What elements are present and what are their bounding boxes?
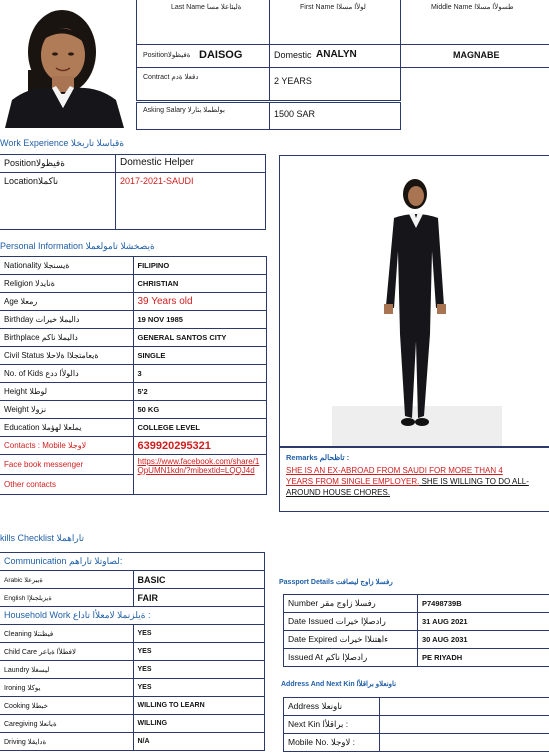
first-name-arabic: لولأا مسلاا (336, 4, 366, 11)
personal-info-row-value: 19 NOV 1985 (133, 311, 266, 329)
skills-heading (0, 533, 84, 544)
personal-info-row-arabic: ةيسنجلا (43, 261, 70, 270)
passport-row-arabic: رادصلإا خيرات (335, 616, 386, 626)
personal-info-row-label: Weight (4, 405, 29, 414)
passport-row-value: PE RIYADH (418, 649, 549, 667)
remarks-text-highlight: SHE IS AN EX-ABROAD FROM SAUDI FOR MORE THAN 4 YEARS FROM SINGLE EMPLOYER. (286, 466, 503, 486)
household-row-arabic: ةيانعلا (39, 720, 57, 728)
personal-info-row-arabic: رمعلا (20, 297, 38, 306)
household-row (0, 697, 264, 715)
household-row-value: WILLING (133, 715, 264, 733)
passport-row (284, 613, 549, 631)
address-row-arabic: براقلأا : (322, 719, 349, 729)
contacts-value[interactable]: 639920295321 (133, 437, 266, 455)
household-row-value: N/A (133, 733, 264, 751)
personal-info-row-value: 39 Years old (133, 293, 266, 311)
household-arabic: ةيلزنملا لامعلأا تاداع (72, 610, 146, 620)
middle-name-label-cell (400, 0, 549, 45)
household-row (0, 643, 264, 661)
address-row (284, 716, 549, 734)
address-row (284, 734, 549, 752)
first-name-label-cell (269, 0, 401, 45)
contacts-row (0, 437, 266, 455)
contract-label: Contract (143, 74, 170, 81)
passport-row-value: P7498739B (418, 595, 549, 613)
household-row-arabic: يوكلا (27, 684, 41, 692)
personal-info-row-arabic: ةيعامتجلاا ةلاحلا (46, 351, 99, 360)
address-row-value (380, 698, 549, 716)
salary-value: 1500 SAR (274, 109, 316, 119)
passport-row-label: Issued At (288, 652, 323, 662)
address-heading (281, 680, 396, 688)
full-body-photo-frame (279, 155, 549, 447)
remarks-text-rest: SHE IS WILLING TO DO ALL-AROUND HOUSE CHORES. (286, 477, 529, 497)
household-row-arabic: لافطلأا ةياعر (39, 648, 76, 656)
address-row-label: Mobile No. (288, 737, 329, 747)
skills-table (0, 552, 265, 751)
contract-value: 2 YEARS (274, 76, 312, 86)
communication-row-arabic: ةيزيلجنلإا (27, 594, 52, 602)
personal-info-row-arabic: داليملا ناكم (41, 333, 78, 342)
personal-info-title: Personal Information (0, 241, 84, 251)
position-value-cell (269, 44, 401, 68)
household-row-label: Cooking (4, 702, 30, 710)
personal-info-row-arabic: داليملا خيرات (35, 315, 80, 324)
passport-row (284, 649, 549, 667)
personal-info-heading (0, 241, 155, 252)
personal-info-row-value: 5'2 (133, 383, 266, 401)
communication-header-row: Communication لصاوتلا تاراهم: (0, 553, 264, 571)
household-row-value: YES (133, 625, 264, 643)
contract-value-cell (269, 67, 401, 101)
personal-info-row-label: Civil Status (4, 351, 45, 360)
personal-info-row (0, 275, 266, 293)
address-table (283, 697, 549, 752)
passport-arabic: رفسلا زاوج ليصافت (335, 579, 393, 586)
address-title: Address And Next Kin (281, 681, 355, 688)
passport-row-value: 30 AUG 2031 (418, 631, 549, 649)
personal-info-row-label: Age (4, 297, 19, 306)
personal-info-row-value: 50 KG (133, 401, 266, 419)
passport-row-label: Number (288, 598, 319, 608)
remarks-label: Remarks (286, 453, 318, 462)
household-row-value: WILLING TO LEARN (133, 697, 264, 715)
household-row-arabic: ليسغلا (31, 666, 50, 674)
work-position-value-cell (115, 154, 266, 173)
other-contacts-label: Other contacts (0, 475, 133, 495)
personal-info-row-label: Nationality (4, 261, 42, 270)
work-position-label: Position (4, 158, 37, 168)
communication-row-arabic: ةيبرعلا (24, 576, 43, 584)
work-location-arabic: ناكملا (38, 176, 59, 186)
remarks-box: Remarks تاظحالم : SHE IS AN EX-ABROAD FROM SAUDI FOR MORE THAN 4 YEARS FROM SINGLE EMPLOYER. SHE IS WILLING TO DO ALL-AROUND HOUSE CHORES. (279, 447, 549, 512)
address-row-label: Address (288, 701, 320, 711)
work-location-label: Location (4, 176, 39, 186)
personal-info-row-label: Height (4, 387, 28, 396)
household-header-row: Household Work ةيلزنملا لامعلأا تاداع : (0, 607, 264, 625)
facebook-row (0, 455, 266, 475)
personal-info-row-value: 3 (133, 365, 266, 383)
household-row-value: YES (133, 679, 264, 697)
household-row (0, 661, 264, 679)
salary-label: Asking Salary (143, 107, 186, 114)
household-row-value: YES (133, 643, 264, 661)
work-position-value: Domestic Helper (120, 157, 194, 168)
work-experience-heading (0, 138, 124, 149)
personal-info-row-label: Education (4, 423, 40, 432)
salary-value-cell (269, 102, 401, 130)
communication-row (0, 589, 264, 607)
full-body-photo (332, 156, 502, 446)
address-arabic: ناونعلاو براقلأا (356, 681, 397, 688)
position-row (136, 44, 270, 68)
household-row-arabic: خبطلا (31, 702, 48, 710)
middle-name-arabic: طسولأا مسلاا (474, 4, 514, 11)
communication-arabic: لصاوتلا تاراهم (69, 556, 120, 566)
passport-row-label: Date Issued (288, 616, 334, 626)
position-label: Position (143, 52, 168, 59)
last-name-label-cell (136, 0, 270, 45)
communication-row-label: Arabic (4, 576, 23, 584)
first-name-value: ANALYN (316, 49, 357, 60)
household-row-label: Caregiving (4, 720, 38, 728)
passport-title: Passport Details (279, 579, 334, 586)
communication-row-value: BASIC (133, 571, 264, 589)
household-row-label: Driving (4, 738, 26, 746)
profile-photo (0, 0, 130, 128)
personal-info-row-value: COLLEGE LEVEL (133, 419, 266, 437)
personal-info-row-arabic: يملعلا لهؤملا (41, 423, 82, 432)
household-row-value: YES (133, 661, 264, 679)
work-location-value-cell (115, 172, 266, 230)
household-row-label: Cleaning (4, 630, 32, 638)
first-name-label: First Name (300, 4, 335, 11)
personal-info-row-value: GENERAL SANTOS CITY (133, 329, 266, 347)
household-row-label: Laundry (4, 666, 30, 674)
household-row-arabic: فيظنتلا (33, 630, 54, 638)
last-name-label: Last Name (171, 4, 205, 11)
facebook-link[interactable]: https://www.facebook.com/share/1QpUMN1kdn/?mibextid=LQQJ4d (137, 457, 260, 475)
work-experience-arabic: ةقباسلا تاربخلا (70, 138, 125, 148)
passport-row (284, 631, 549, 649)
personal-info-row-label: Religion (4, 279, 33, 288)
household-row (0, 679, 264, 697)
personal-info-row (0, 401, 266, 419)
skills-title: kills Checklist (0, 533, 55, 543)
personal-info-row-arabic: دالولأا ددع (45, 369, 79, 378)
household-row-arabic: ةدايقلا (27, 738, 47, 746)
personal-info-row-label: Birthplace (4, 333, 40, 342)
work-position-label-cell (0, 154, 116, 173)
household-label: Household Work (4, 610, 71, 620)
communication-row-value: FAIR (133, 589, 264, 607)
personal-info-row-value: SINGLE (133, 347, 266, 365)
household-row-label: Ironing (4, 684, 26, 692)
contract-arabic: دقعلا ةدم (171, 74, 199, 81)
position-arabic: ةفيظولا (167, 52, 191, 59)
personal-info-row-value: FILIPINO (133, 257, 266, 275)
remarks-arabic: تاظحالم (319, 453, 345, 462)
middle-name-value-cell (400, 44, 549, 68)
contacts-arabic: لاوجلا (68, 441, 87, 450)
personal-info-row (0, 347, 266, 365)
personal-info-row-value: CHRISTIAN (133, 275, 266, 293)
work-location-value: 2017-2021-SAUDI (120, 176, 194, 186)
personal-info-row (0, 329, 266, 347)
household-row (0, 715, 264, 733)
communication-label: Communication (4, 556, 67, 566)
personal-info-table (0, 256, 267, 495)
salary-row (136, 102, 270, 130)
skills-arabic: تاراهملا (56, 533, 84, 543)
last-name-arabic: ةليئاعلا مسا (206, 4, 242, 11)
salary-arabic: بولطملا بتارلا (187, 107, 225, 114)
passport-row-arabic: رفسلا زاوج مقر (320, 598, 376, 608)
address-row-value (380, 716, 549, 734)
address-row-value (380, 734, 549, 752)
passport-row-arabic: رادصلإا ناكم (325, 652, 368, 662)
address-row-arabic: ناونعلا (321, 701, 343, 711)
position-value: Domestic (274, 50, 312, 60)
passport-heading (279, 578, 393, 586)
address-row-arabic: لاوجلا : (331, 737, 356, 747)
passport-row (284, 595, 549, 613)
personal-info-row (0, 419, 266, 437)
personal-info-row-label: Birthday (4, 315, 34, 324)
personal-info-row (0, 311, 266, 329)
personal-info-row-label: No. of Kids (4, 369, 44, 378)
middle-name-label: Middle Name (431, 4, 473, 11)
address-row-label: Next Kin (288, 719, 321, 729)
household-row (0, 733, 264, 751)
passport-row-label: Date Expired (288, 634, 338, 644)
communication-row-label: English (4, 594, 26, 602)
personal-info-arabic: ةيصخشلا تامولعملا (85, 241, 155, 251)
middle-name-value: MAGNABE (453, 50, 500, 60)
passport-row-value: 31 AUG 2021 (418, 613, 549, 631)
personal-info-row-arabic: لوطلا (29, 387, 48, 396)
contract-row (136, 67, 270, 101)
remarks-text (286, 465, 531, 498)
work-experience-title: Work Experience (0, 138, 69, 148)
personal-info-row-arabic: ةنايدلا (35, 279, 55, 288)
last-name-value: DAISOG (199, 49, 243, 61)
passport-table (283, 594, 549, 667)
communication-row (0, 571, 264, 589)
personal-info-row (0, 257, 266, 275)
work-position-arabic: ةفيظولا (36, 158, 65, 168)
address-row (284, 698, 549, 716)
household-row (0, 625, 264, 643)
household-row-label: Child Care (4, 648, 38, 656)
personal-info-row (0, 383, 266, 401)
work-location-label-cell (0, 172, 116, 230)
facebook-label: Face book messenger (0, 455, 133, 475)
personal-info-row (0, 293, 266, 311)
personal-info-row (0, 365, 266, 383)
passport-row-arabic: ءاهتنلاا خيرات (339, 634, 389, 644)
personal-info-row-arabic: نزولا (31, 405, 47, 414)
contacts-label: Contacts : Mobile (4, 441, 66, 450)
